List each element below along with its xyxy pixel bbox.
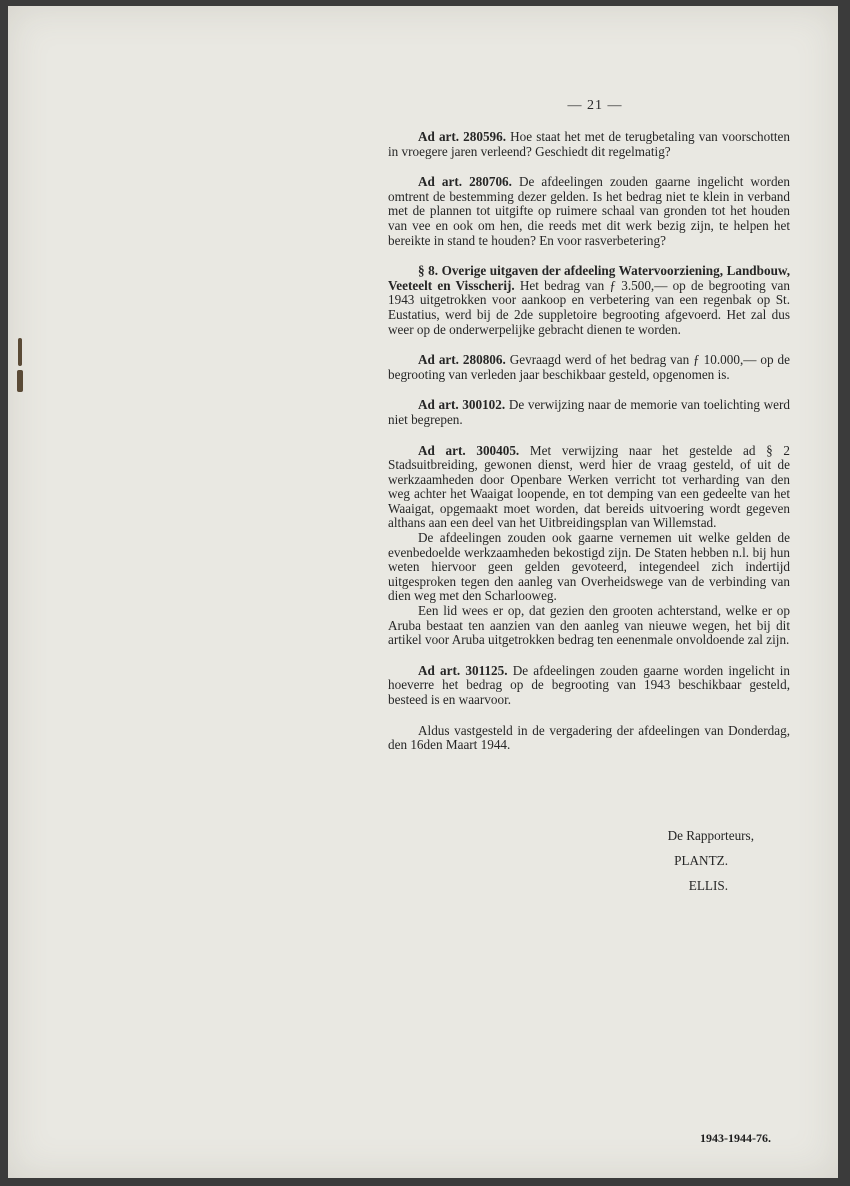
- paragraph-text: Aldus vastgesteld in de vergadering der afdeelingen van Donderdag, den 16den Maart 1944.: [388, 722, 790, 753]
- paragraph-art-300102: [388, 398, 790, 427]
- paragraph-art-300405-aruba: [388, 604, 790, 648]
- rapporteurs-title: De Rapporteurs,: [667, 828, 754, 843]
- paragraph-label: Ad art. 280596.: [418, 129, 507, 144]
- binding-mark-bottom: [17, 370, 23, 392]
- paragraph-label: Ad art. 280806.: [418, 352, 506, 368]
- paragraph-section-8: [388, 264, 790, 337]
- text-column: [388, 130, 790, 769]
- paragraph-text: De verwijzing naar de memorie van toelichting werd niet begrepen.: [388, 397, 790, 427]
- paragraph-text: Met verwijzing naar het gestelde ad § 2 Stadsuitbreiding, gewonen dienst, werd hier de vraag gesteld, of uit de werkzaamheden door Openbare Werken verricht tot verharding van den weg achter het Waaigat loopende, en tot demping van een gedeelte van het Waaigat, opgemaakt moet worden, dat bereids uitvoering wordt gegeven althans aan een deel van het Uitbreidingsplan van Willemstad.: [388, 442, 790, 531]
- page-number: — 21 —: [567, 98, 623, 113]
- paragraph-art-301125: [388, 664, 790, 708]
- document-reference: 1943-1944-76.: [700, 1131, 771, 1145]
- paragraph-text: Het bedrag van ƒ 3.500,— op de begrooting van 1943 uitgetrokken voor aankoop en verbetering van een regenbak op St. Eustatius, werd bij de 2de suppletoire begrooting afgevoerd. Het zal dus weer op de onderwerpelijke gebracht dienen te worden.: [388, 277, 790, 337]
- paragraph-text: Een lid wees er op, dat gezien den grooten achterstand, welke er op Aruba bestaat ten aanzien van den aanleg van nieuwe wegen, het bij dit artikel voor Aruba uitgetrokken bedrag ten eenenmale onvoldoende zal zijn.: [388, 603, 790, 648]
- paragraph-text: Hoe staat het met de terugbetaling van voorschotten in vroegere jaren verleend? Geschiedt dit regelmatig?: [388, 129, 790, 159]
- binding-mark-top: [18, 338, 22, 366]
- paragraph-closing: [388, 724, 790, 753]
- paragraph-text: Gevraagd werd of het bedrag van ƒ 10.000,— op de begrooting van verleden jaar beschikbaar gesteld, opgenomen is.: [388, 352, 790, 382]
- paragraph-art-280706: [388, 175, 790, 248]
- paragraph-label: Ad art. 301125.: [418, 662, 508, 678]
- rapporteur-name-ellis: ELLIS.: [688, 878, 728, 893]
- paragraph-label: Ad art. 280706.: [418, 174, 512, 190]
- rapporteur-name-plantz: PLANTZ.: [674, 853, 728, 868]
- paragraph-text: De afdeelingen zouden ook gaarne vernemen uit welke gelden de evenbedoelde werkzaamheden bekostigd zijn. De Staten hebben n.l. bij hun weten hiervoor geen gelden gevoteerd, integendeel zich indertijd uitgesproken tegen den aanleg van Overheidswege van de verbinding van dien weg met den Scharlooweg.: [388, 530, 790, 604]
- paragraph-label: Ad art. 300102.: [418, 397, 506, 413]
- paragraph-art-300405: [388, 444, 790, 532]
- paragraph-art-280806: [388, 353, 790, 382]
- paragraph-art-300405-funding: [388, 531, 790, 604]
- paragraph-art-280596: [388, 130, 790, 159]
- paragraph-label: Ad art. 300405.: [418, 442, 520, 458]
- paragraph-label: § 8. Overige uitgaven der afdeeling Watervoorziening, Landbouw, Veeteelt en Visscherij.: [388, 263, 790, 293]
- paragraph-text: De afdeelingen zouden gaarne worden ingelicht in hoeverre het bedrag op de begrooting van 1943 beschikbaar gesteld, besteed is en waarvoor.: [388, 662, 790, 707]
- paragraph-text: De afdeelingen zouden gaarne ingelicht worden omtrent de bestemming dezer gelden. Is het bedrag niet te klein in verband met de plannen tot uitgifte op ruimere schaal van gronden tot het houden van vee en ook om hen, die reeds met dit werk bezig zijn, te helpen het bereikte in stand te houden? En voor rasverbetering?: [388, 174, 790, 248]
